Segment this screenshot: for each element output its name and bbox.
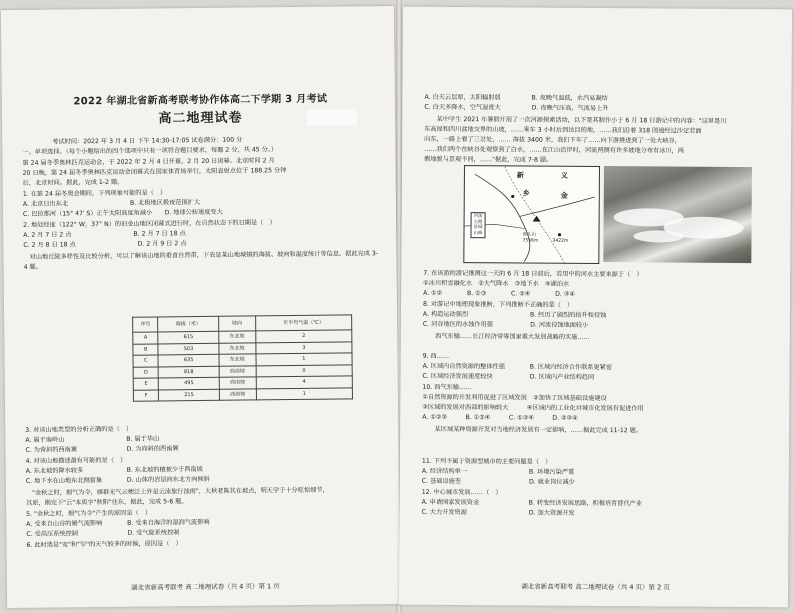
option-line: A. 受来自山谷的暖气流影响 B. 受来自海洋的湿润气流影响	[26, 518, 210, 528]
question: 3. 对该山地类型的分析正确的是（ ）	[25, 425, 133, 434]
passage: ……我们两个在峡谷处观察到了白水，……在江山沿岸时，河流两侧有许多坡地分布有冰川，两	[424, 145, 684, 155]
region-map	[463, 165, 600, 264]
option-line: C. 区域经济发展速度较快 D. 区域内产业结构趋同	[422, 372, 595, 381]
passage: 侧地貌与景观不同，……"据此，完成 7-8 题。	[424, 155, 553, 164]
pass-label: 3422m	[552, 238, 569, 244]
option-line: A. ①② B. ①③ C. ②④ D. ③④	[423, 289, 575, 298]
table-cell: 4	[256, 376, 352, 389]
table-cell: A	[133, 332, 159, 344]
exam-title: 2022 年湖北省新高考联考协作体高二下学期 3 月考试	[73, 93, 328, 108]
table-header: 序号	[133, 317, 159, 332]
table-cell: 3	[256, 341, 352, 354]
question: 7. 在该游的游记推测这一天的 6 月 18 日前后，若用中的河水主要来源于（ ）	[423, 269, 643, 279]
table-cell: 西南坡	[219, 365, 256, 377]
option-line: A. 东北坡的降水较多 B. 东北坡的植被少于西南坡	[25, 465, 203, 475]
option-line: A. 北京日出东北 B. 北极地区极夜范围扩大	[22, 198, 201, 208]
table-cell: E	[133, 378, 159, 390]
passage: 西气东输……长江经济带等国家重大发展战略的实施……	[422, 332, 590, 341]
table-cell: 615	[158, 331, 218, 343]
table-cell: 2	[255, 330, 351, 343]
option-line: C. 河谷地区的水蚀作用强 D. 河流侵蚀地面较小	[422, 320, 589, 329]
question: 5. "金秋之时，烟气为令"产生的原因是（ ）	[26, 509, 152, 518]
option-line: A. ①②③ B. ①②④ C. ①③④ D. ②③④	[422, 413, 578, 422]
table-cell: 0	[256, 364, 352, 377]
table-row	[133, 387, 352, 401]
text-line: 20 日晚，第 24 届冬季奥林匹克运动会闭幕式在国家体育场举行，太阳直射点位于 188.25 分钟	[22, 167, 287, 177]
option-line: A. 申请国家发展资金 B. 转变经济发展思路，积极培育替代产业	[421, 498, 643, 508]
river-photo	[603, 166, 752, 263]
map-label: 新	[516, 171, 524, 180]
paper-title: 高二地理试卷	[158, 110, 243, 127]
left-page	[1, 6, 400, 608]
text-line: 后，北京时间。据此，完成 1-2 题。	[22, 178, 124, 187]
section-one: 一、单项选择。（每个小题给出的四个选项中只有一项符合题目要求，每题 2 分，共 45 分。）	[22, 146, 278, 156]
passage: "金秋之时，烟气为令，雁群无气云梗泛上外是云泳旅行浊雨"，大秋老陈其在坡点，明天学子十分吃惊细节，	[25, 486, 329, 497]
table-header: 海拔（米）	[158, 316, 218, 332]
option-line: A. 构造运动强烈 B. 经历了剧烈的抬升和侵蚀	[422, 310, 607, 320]
option-line: A. 区域内自然资源的整体性强 B. 区域内经济合作联系更紧密	[422, 362, 613, 372]
table-cell: F	[133, 389, 159, 401]
redacted-area	[307, 109, 357, 126]
table-cell: B	[133, 343, 159, 355]
option-line: A. 2 月 7 日 2 点 B. 2 月 7 日 18 点	[23, 230, 186, 239]
table-header: 坡向	[218, 316, 255, 331]
map-legend: 河流 公路 县城 山峰	[470, 212, 485, 238]
data-table	[132, 314, 353, 401]
table-cell: C	[133, 355, 159, 367]
table-cell: 495	[159, 377, 219, 389]
option-line: C. 为背斜的西南翼 D. 为向斜的西南翼	[25, 445, 179, 454]
question: 4. 对该山地描述最有可能的是（ ）	[25, 456, 127, 465]
option-line: A. 白天云层厚，太阳辐射弱 B. 夜晚气温低，水汽易凝结	[424, 93, 608, 103]
option-line: ①自然资源的开发利用促进了区域发展 ②加快了区域基础设施建设	[422, 393, 607, 403]
question: 8. 对游记中地理现象推断，下列推断不正确的是（ ）	[422, 300, 574, 309]
table-cell: 503	[158, 343, 218, 355]
option-line: C. 大力开发资源 D. 加大资源开发	[421, 508, 575, 517]
passage: 东高原和四川盆地交界的山坡，……乘车 3 小时后到达目的地，……我们沿着 318 国道经过沙定若面	[424, 125, 702, 135]
question: 11. 下列不属于资源型城市的主要问题是（ ）	[421, 457, 552, 466]
option-line: A. 经济结构单一 B. 环境污染严重	[421, 467, 575, 476]
option-line: ①冰川积雪融化水 ②大气降水 ③地下水 ④湖泊水	[423, 279, 570, 288]
table-cell: 635	[158, 354, 218, 366]
question: 12. 中心城市发展……（ ）	[421, 488, 502, 497]
passage: 对山地丘陵多样性及比较分析，可以了解该山地的垂直自然带，下表是某山地城镇的海拔、坡向和温度统计等信息。据此完成 3-4 题。	[23, 250, 379, 271]
page-footer: 湖北省新高考联考 高二地理试卷（共 4 页）第 2 页	[521, 582, 670, 592]
passage: 某区域某种资源开发对当地经济发展有一定影响，……据此完成 11-12 题。	[422, 425, 643, 435]
table-cell: 1	[256, 387, 352, 400]
option-line: C. 2 月 8 日 18 点 D. 2 月 9 日 2 点	[23, 240, 187, 249]
option-line: C. 受高压系统控制 D. 受气旋系统控制	[26, 529, 180, 538]
table-cell: 东北坡	[218, 331, 255, 343]
map-label: 乡	[522, 189, 530, 198]
table-cell: D	[133, 366, 159, 378]
table-cell: 西南坡	[219, 377, 256, 389]
photo-foam	[633, 230, 683, 242]
option-line: C. 白天多降水，空气湿度大 D. 夜晚气压高，气流易上升	[424, 103, 609, 113]
right-page	[399, 7, 792, 608]
text-line: 第 24 届冬季奥林匹克运动会，于 2022 年 2 月 4 日开幕，2 月 20 日闭幕。北京时间 2 月	[22, 157, 275, 167]
option-line: C. 巴拉那河（15° 47′ S）正午太阳高度角减小 D. 地球公转速度变大	[22, 208, 223, 218]
passage: 其原，刚完下"云"本质字"秋阳"往东，据此，完成 5-6 题。	[26, 498, 188, 507]
question: 9. 西……	[422, 352, 450, 360]
table-cell: 215	[159, 389, 219, 401]
table-cell: 东北坡	[219, 354, 256, 366]
option-line: ③区域的发展对西部的影响较大 ④区域内的工业化对城市化发展有促进作用	[422, 403, 644, 413]
peak-label: 雀儿山 7556m	[522, 232, 539, 244]
map-label: 金	[560, 191, 568, 200]
passage: 某中学生 2021 年暑假开展了一次河源探索活动，以下是其制作小于 6 月 18 日游记中的内容："这里是川	[424, 115, 727, 125]
question: 6. 此时选是"宽"和"窄"的天气较多的时候，原因是（ ）	[26, 540, 182, 549]
question: 10. 西气东输……	[422, 383, 472, 392]
option-line: C. 基础设施差 D. 就业岗位减少	[421, 477, 575, 486]
exam-info: 考试时间：2022 年 3 月 4 日 下午 14:30-17:05 试卷满分：100 分	[52, 136, 243, 146]
question: 2. 地处经度（122° W，37° N）的旧金山地区闭幕式进行时，在自然状态下的日期是（ ）	[23, 219, 276, 229]
question: 1. 在第 24 届冬奥会期间，下列现象可能的是（ ）	[22, 189, 167, 198]
map-label: 义	[560, 171, 568, 180]
option-line: A. 属于南岭山 B. 属于华山	[25, 435, 160, 444]
table-cell: 东北坡	[219, 342, 256, 354]
passage: 向东，一路上看了三岔处，…… 海拔 3400 米，我们下车了……向下游推进到了一处大峡谷，	[424, 135, 681, 145]
table-cell: 818	[159, 366, 219, 378]
page-footer: 湖北省新高考联考 高二地理试卷（共 4 页）第 1 页	[131, 581, 280, 592]
option-line: C. 地下水在山地东北侧富集 D. 山体的岩层向东北方向倾斜	[25, 475, 210, 485]
table-header: 年平均气温（℃）	[255, 315, 351, 331]
table-cell: 1	[256, 353, 352, 366]
table-cell: 西南坡	[219, 388, 256, 400]
